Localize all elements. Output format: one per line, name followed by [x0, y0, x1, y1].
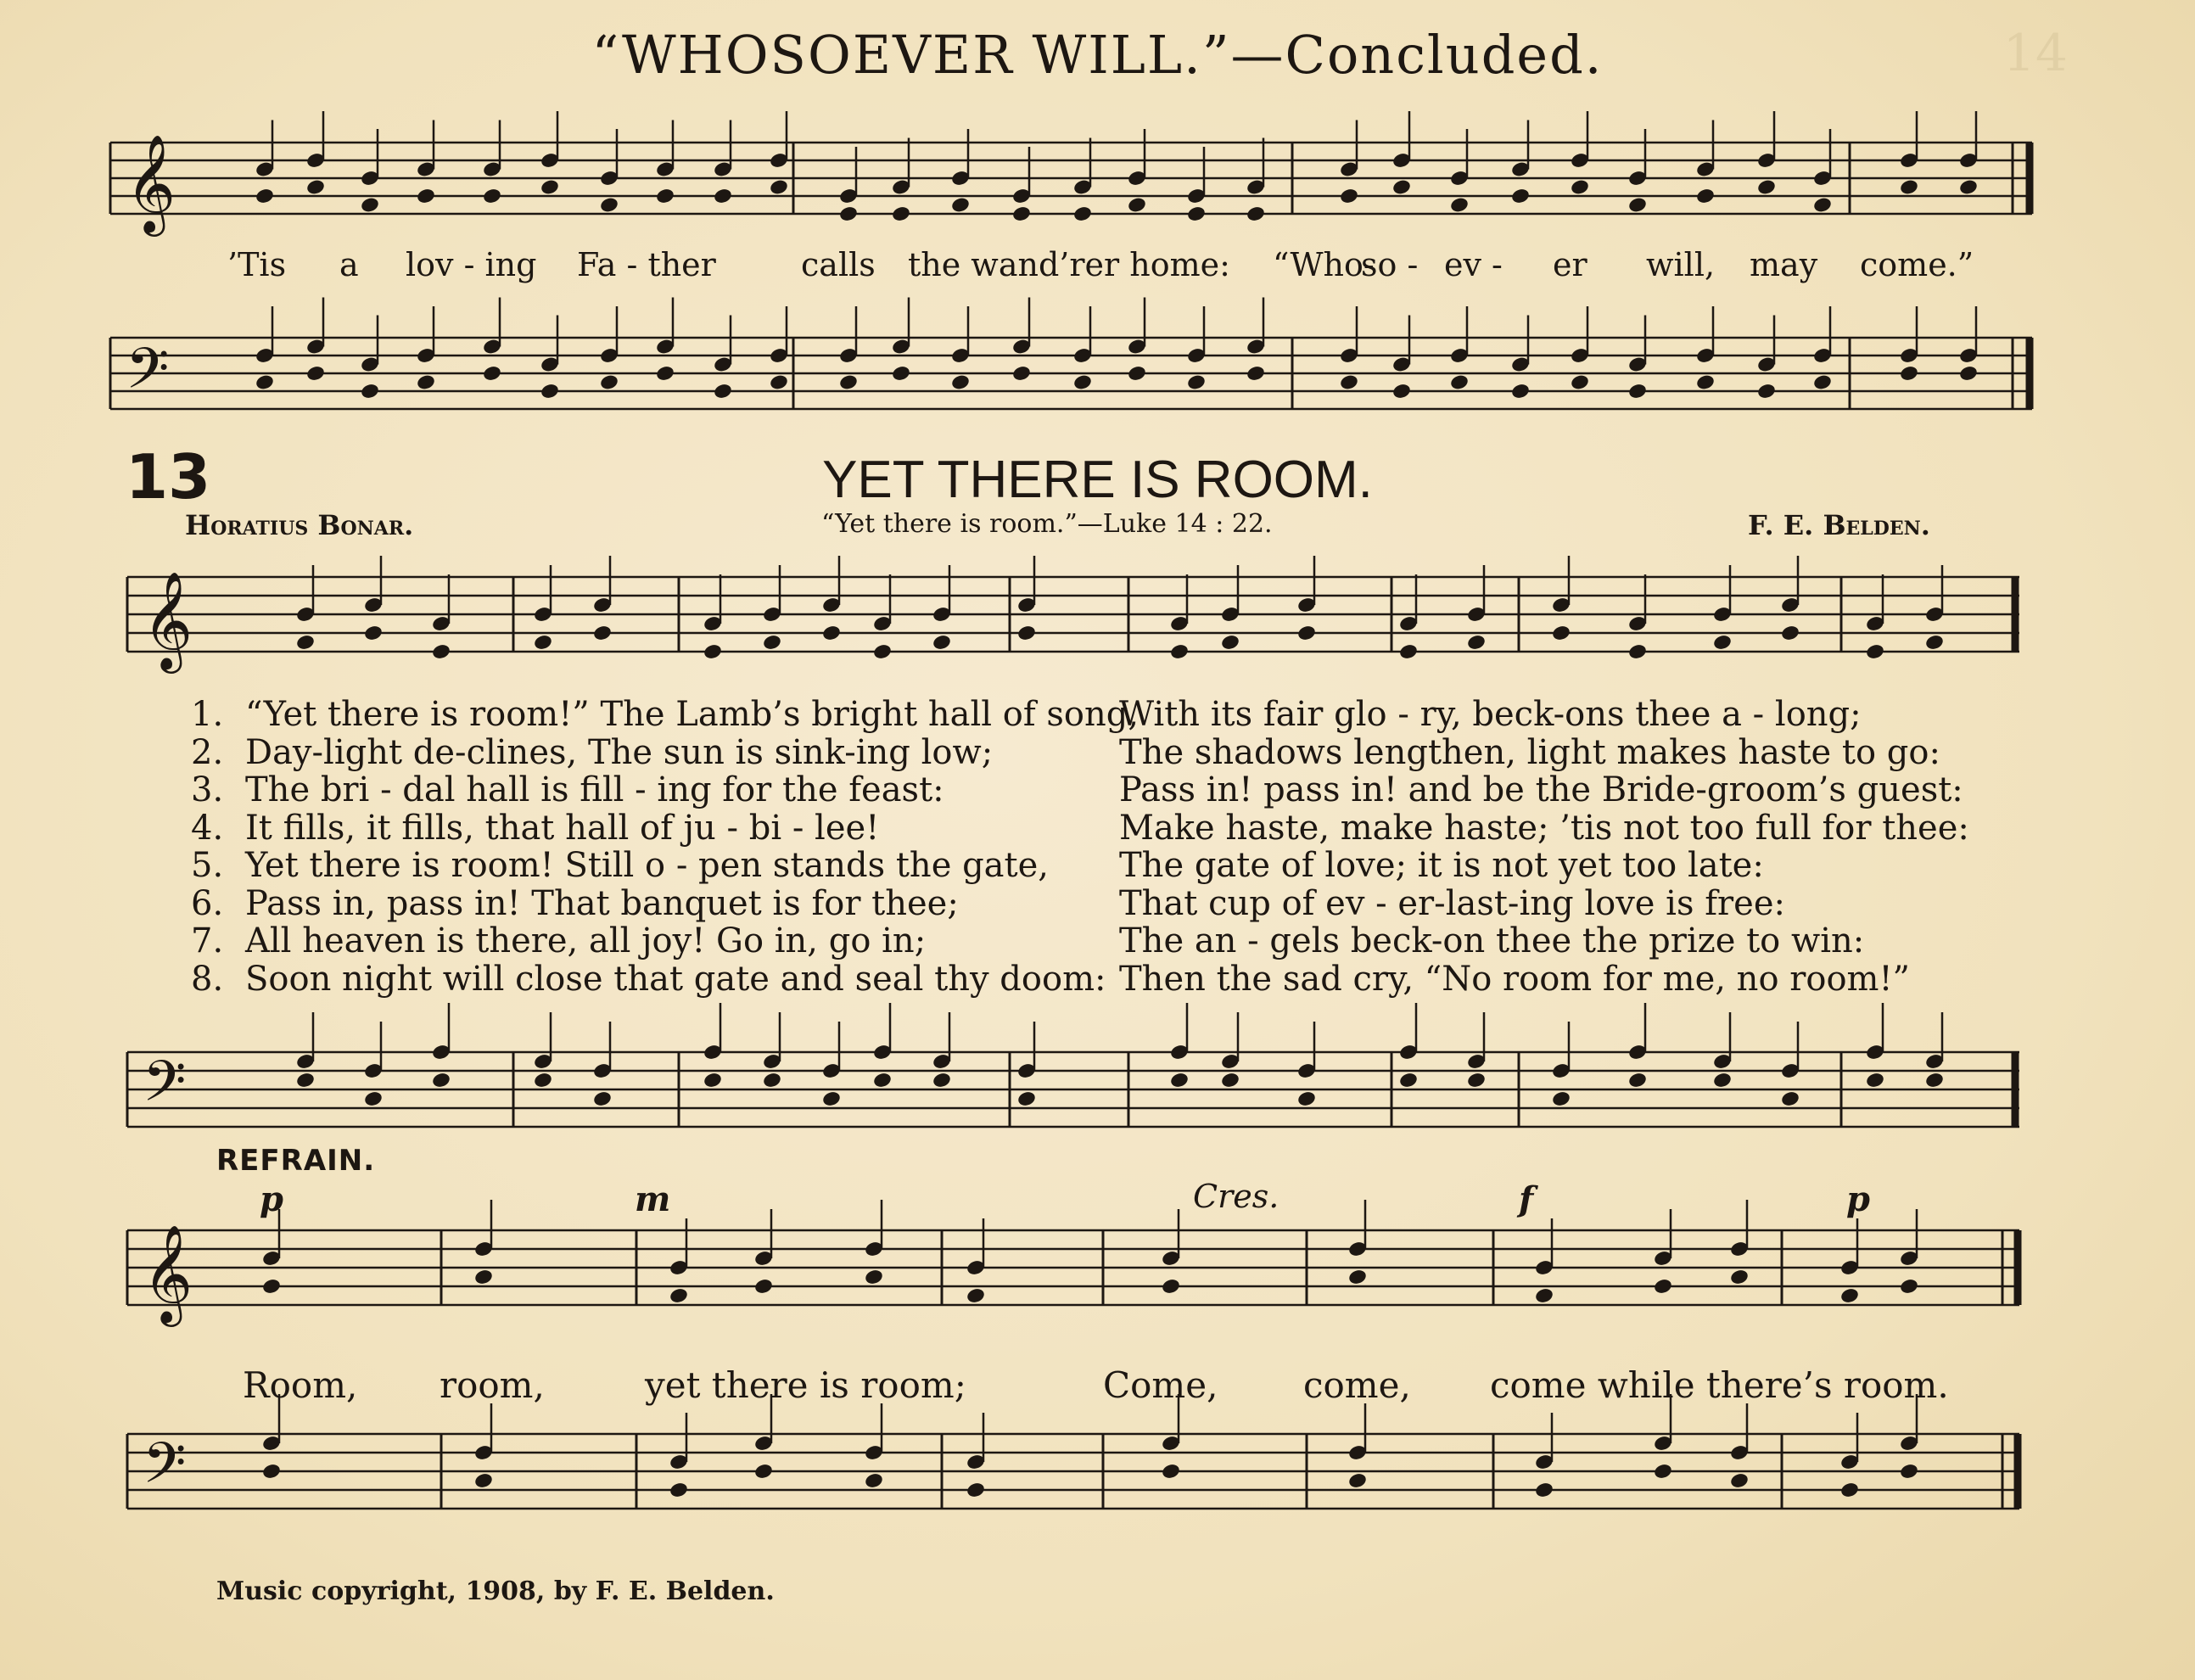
- verse-line: [191, 809, 1969, 848]
- note-head: [1220, 634, 1240, 652]
- verse-text-second-half: Pass in! pass in! and be the Bride-groom’s guest:: [1119, 770, 1963, 809]
- note-head: [1653, 1463, 1673, 1481]
- note-head: [1899, 1463, 1919, 1481]
- treble-clef-icon: 𝄞: [143, 1224, 193, 1323]
- note-head: [1729, 1472, 1750, 1490]
- lyric-word: come while there’s room.: [1490, 1364, 1949, 1406]
- bass-clef-icon: 𝄢: [126, 336, 170, 415]
- note-head: [1186, 373, 1207, 391]
- note-head: [540, 178, 560, 196]
- treble-clef-icon: 𝄞: [143, 570, 193, 669]
- note-head: [932, 1072, 952, 1089]
- note-head: [360, 383, 380, 400]
- verse-line: [191, 922, 1969, 960]
- verse-text-first-half: “Yet there is room!” The Lamb’s bright hall of song,: [245, 695, 1139, 734]
- lyric-word: calls: [801, 246, 876, 283]
- note-head: [295, 634, 316, 652]
- note-head: [655, 365, 675, 383]
- bass-clef-icon: 𝄢: [143, 1431, 187, 1509]
- note-head: [1391, 178, 1412, 196]
- note-head: [703, 643, 723, 661]
- note-head: [482, 188, 502, 205]
- note-head: [1161, 1278, 1181, 1296]
- note-head: [305, 178, 326, 196]
- note-head: [762, 1072, 782, 1089]
- lyric-word: room,: [440, 1364, 545, 1406]
- note-head: [769, 373, 789, 391]
- verse-text-second-half: Make haste, make haste; ’tis not too full for thee:: [1119, 808, 1969, 848]
- verse-number: 2.: [191, 732, 224, 772]
- note-head: [1780, 624, 1800, 642]
- note-head: [1449, 196, 1470, 214]
- note-head: [1339, 188, 1359, 205]
- dynamic-marking: m: [635, 1179, 671, 1219]
- verse-line: [191, 771, 1969, 809]
- note-head: [431, 1072, 451, 1089]
- treble-clef-icon: 𝄞: [126, 133, 176, 232]
- note-head: [1347, 1472, 1368, 1490]
- note-head: [1169, 1072, 1190, 1089]
- note-head: [838, 205, 859, 223]
- note-head: [255, 188, 275, 205]
- verse-text-first-half: Day-light de-clines, The sun is sink-ing low;: [245, 732, 994, 772]
- note-head: [1296, 624, 1317, 642]
- verse-text-first-half: All heaven is there, all joy! Go in, go in;: [245, 921, 927, 960]
- note-head: [1072, 205, 1093, 223]
- dynamic-marking: p: [1846, 1179, 1870, 1219]
- note-head: [821, 624, 842, 642]
- note-head: [1246, 365, 1266, 383]
- note-head: [838, 373, 859, 391]
- continued-hymn-title: “WHOSOEVER WILL.”—Concluded.: [591, 24, 1604, 86]
- verse-number: 7.: [191, 921, 224, 960]
- note-head: [1127, 196, 1147, 214]
- dynamic-marking: p: [260, 1179, 283, 1219]
- note-head: [416, 188, 436, 205]
- note-head: [821, 1090, 842, 1108]
- lyric-word: Fa - ther: [577, 246, 716, 283]
- refrain-label: REFRAIN.: [216, 1144, 376, 1178]
- note-head: [255, 373, 275, 391]
- note-head: [363, 624, 384, 642]
- note-head: [753, 1463, 774, 1481]
- note-head: [1510, 383, 1531, 400]
- note-head: [1011, 205, 1032, 223]
- lyric-word: will,: [1646, 246, 1716, 283]
- note-head: [1756, 178, 1777, 196]
- note-head: [1072, 373, 1093, 391]
- note-head: [762, 634, 782, 652]
- note-head: [1398, 643, 1419, 661]
- note-head: [295, 1072, 316, 1089]
- note-head: [1570, 373, 1590, 391]
- note-head: [1551, 1090, 1571, 1108]
- note-head: [1011, 365, 1032, 383]
- lyric-word: lov - ing: [406, 246, 537, 283]
- note-head: [431, 643, 451, 661]
- note-head: [1627, 1072, 1648, 1089]
- note-head: [1712, 1072, 1733, 1089]
- lyric-word: come.”: [1860, 246, 1974, 283]
- dynamic-marking: Cres.: [1193, 1178, 1279, 1215]
- note-head: [1899, 1278, 1919, 1296]
- note-head: [1161, 1463, 1181, 1481]
- note-head: [1627, 383, 1648, 400]
- note-head: [891, 205, 911, 223]
- note-head: [1924, 1072, 1945, 1089]
- composer-credit: F. E. Belden.: [1748, 509, 1930, 541]
- verse-block: [191, 696, 1969, 998]
- note-head: [360, 196, 380, 214]
- lyric-word: a: [339, 246, 359, 283]
- verse-text-second-half: The shadows lengthen, light makes haste to go:: [1119, 732, 1940, 772]
- note-head: [1899, 365, 1919, 383]
- verse-number: 3.: [191, 770, 224, 809]
- note-head: [540, 383, 560, 400]
- note-head: [669, 1481, 689, 1499]
- note-head: [1220, 1072, 1240, 1089]
- lyric-word: yet there is room;: [645, 1364, 966, 1406]
- verse-text-first-half: The bri - dal hall is fill - ing for the feast:: [245, 770, 944, 809]
- dynamic-marking: f: [1519, 1179, 1534, 1219]
- note-head: [1839, 1481, 1860, 1499]
- note-head: [1186, 205, 1207, 223]
- lyric-word: er: [1553, 246, 1587, 283]
- note-head: [473, 1268, 494, 1286]
- note-head: [416, 373, 436, 391]
- verse-text-second-half: Then the sad cry, “No room for me, no room!”: [1119, 959, 1910, 999]
- note-head: [599, 373, 619, 391]
- note-head: [533, 634, 553, 652]
- note-head: [1127, 365, 1147, 383]
- note-head: [1551, 624, 1571, 642]
- lyric-word: ’Tis: [227, 246, 287, 283]
- note-head: [1534, 1481, 1554, 1499]
- bass-clef-icon: 𝄢: [143, 1049, 187, 1128]
- note-head: [482, 365, 502, 383]
- note-head: [1653, 1278, 1673, 1296]
- note-head: [872, 1072, 893, 1089]
- note-head: [713, 383, 733, 400]
- note-head: [592, 624, 613, 642]
- lyric-word: so -: [1361, 246, 1419, 283]
- verse-text-first-half: Pass in, pass in! That banquet is for thee;: [245, 883, 959, 923]
- verse-text-second-half: That cup of ev - er-last-ing love is free:: [1119, 883, 1785, 923]
- lyric-word: Room,: [243, 1364, 358, 1406]
- note-head: [1865, 1072, 1885, 1089]
- note-head: [655, 188, 675, 205]
- note-head: [1296, 1090, 1317, 1108]
- lyric-word: come,: [1303, 1364, 1411, 1406]
- note-head: [864, 1472, 884, 1490]
- note-head: [1695, 373, 1716, 391]
- note-head: [1712, 634, 1733, 652]
- note-head: [872, 643, 893, 661]
- hymn-number: 13: [126, 441, 211, 512]
- note-head: [1958, 365, 1979, 383]
- verse-number: 8.: [191, 959, 224, 999]
- author-credit: Horatius Bonar.: [185, 509, 414, 541]
- verse-number: 6.: [191, 883, 224, 923]
- note-head: [769, 178, 789, 196]
- note-head: [1016, 624, 1037, 642]
- note-head: [864, 1268, 884, 1286]
- verse-line: [191, 734, 1969, 772]
- verse-text-second-half: The gate of love; it is not yet too late:: [1119, 846, 1764, 885]
- verse-number: 5.: [191, 846, 224, 885]
- note-head: [592, 1090, 613, 1108]
- lyric-word: the wand’rer home:: [908, 246, 1230, 283]
- note-head: [1466, 1072, 1487, 1089]
- note-head: [1839, 1287, 1860, 1305]
- note-head: [1756, 383, 1777, 400]
- note-head: [891, 365, 911, 383]
- note-head: [1627, 196, 1648, 214]
- verse-line: [191, 885, 1969, 923]
- scripture-reference: “Yet there is room.”—Luke 14 : 22.: [821, 509, 1273, 539]
- note-head: [1169, 643, 1190, 661]
- verse-text-first-half: Yet there is room! Still o - pen stands the gate,: [245, 846, 1049, 885]
- note-head: [1812, 373, 1833, 391]
- note-head: [1466, 634, 1487, 652]
- bleed-through-page-number: 14: [2002, 24, 2068, 83]
- note-head: [1347, 1268, 1368, 1286]
- note-head: [1812, 196, 1833, 214]
- lyric-word: “Who-: [1273, 246, 1375, 283]
- note-head: [1398, 1072, 1419, 1089]
- verse-line: [191, 847, 1969, 885]
- verse-text-first-half: Soon night will close that gate and seal thy doom:: [245, 959, 1106, 999]
- note-head: [1627, 643, 1648, 661]
- note-head: [1016, 1090, 1037, 1108]
- note-head: [932, 634, 952, 652]
- note-head: [261, 1463, 282, 1481]
- verse-line: [191, 696, 1969, 734]
- note-head: [1449, 373, 1470, 391]
- note-head: [363, 1090, 384, 1108]
- note-head: [950, 373, 971, 391]
- note-head: [1534, 1287, 1554, 1305]
- note-head: [703, 1072, 723, 1089]
- verse-number: 1.: [191, 695, 224, 734]
- verse-line: [191, 960, 1969, 999]
- note-head: [1865, 643, 1885, 661]
- note-head: [1958, 178, 1979, 196]
- note-head: [1339, 373, 1359, 391]
- note-head: [1924, 634, 1945, 652]
- verse-text-first-half: It fills, it fills, that hall of ju - bi - lee!: [245, 808, 880, 848]
- note-head: [1729, 1268, 1750, 1286]
- verse-text-second-half: With its fair glo - ry, beck-ons thee a - long;: [1119, 695, 1862, 734]
- note-head: [1510, 188, 1531, 205]
- note-head: [966, 1287, 986, 1305]
- verse-number: 4.: [191, 808, 224, 848]
- note-head: [1780, 1090, 1800, 1108]
- note-head: [1246, 205, 1266, 223]
- note-head: [599, 196, 619, 214]
- note-head: [713, 188, 733, 205]
- lyric-word: may: [1750, 246, 1818, 283]
- note-head: [1391, 383, 1412, 400]
- note-head: [1899, 178, 1919, 196]
- note-head: [305, 365, 326, 383]
- note-head: [950, 196, 971, 214]
- lyric-word: Come,: [1103, 1364, 1218, 1406]
- note-head: [1695, 188, 1716, 205]
- note-head: [966, 1481, 986, 1499]
- hymn-title: YET THERE IS ROOM.: [822, 451, 1373, 509]
- note-head: [533, 1072, 553, 1089]
- note-head: [1570, 178, 1590, 196]
- note-head: [261, 1278, 282, 1296]
- note-head: [473, 1472, 494, 1490]
- copyright-notice: Music copyright, 1908, by F. E. Belden.: [216, 1576, 775, 1606]
- lyric-word: ev -: [1444, 246, 1503, 283]
- note-head: [753, 1278, 774, 1296]
- note-head: [669, 1287, 689, 1305]
- verse-text-second-half: The an - gels beck-on thee the prize to win:: [1119, 921, 1865, 960]
